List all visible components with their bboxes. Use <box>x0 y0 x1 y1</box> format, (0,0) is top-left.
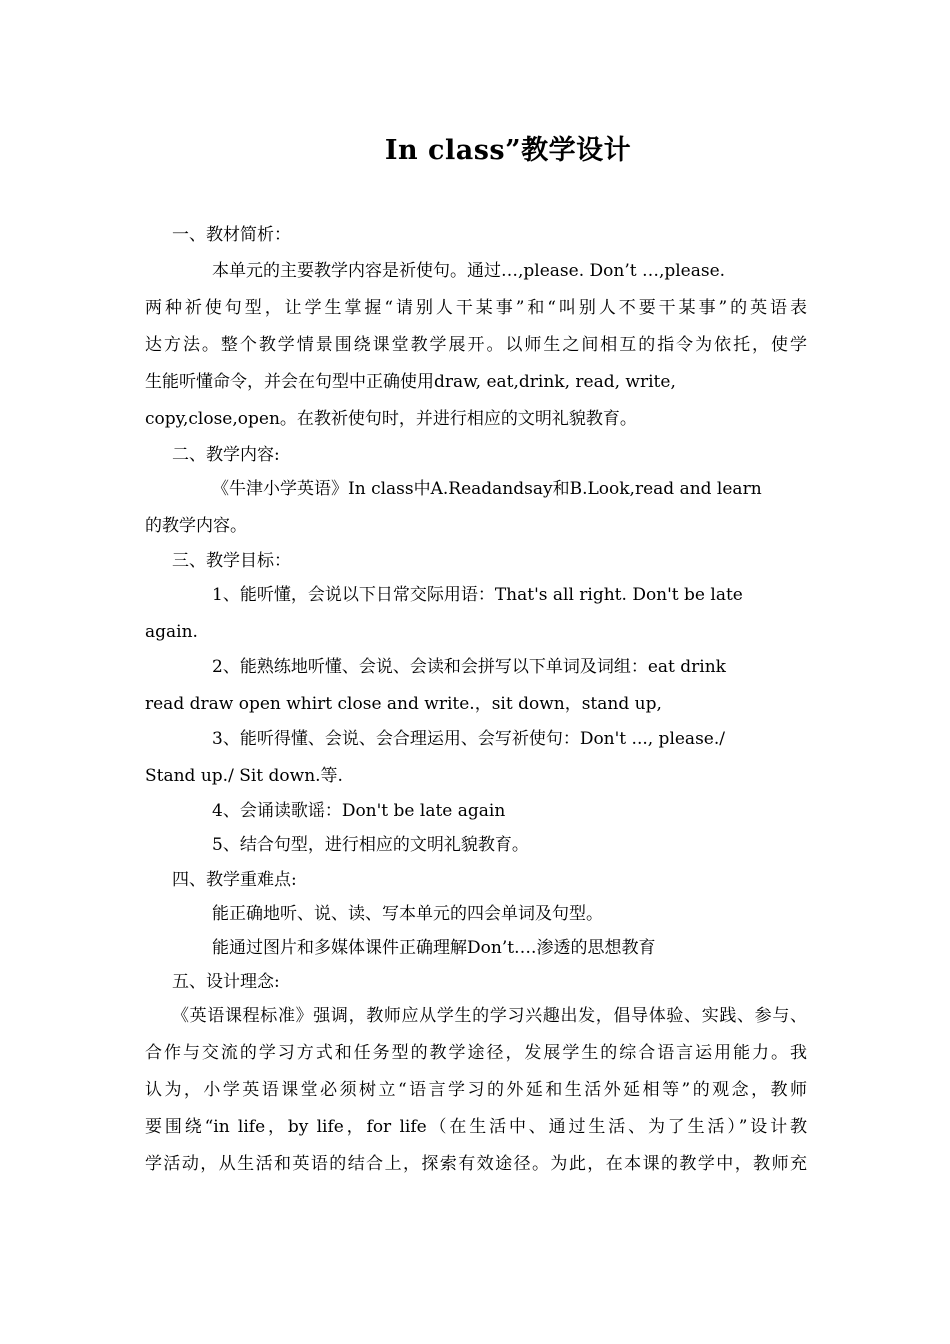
paragraph-line: 生能听懂命令，并会在句型中正确使用draw, eat,drink, read, write, <box>145 372 676 392</box>
objective-line: again. <box>145 622 198 642</box>
paragraph-line: 《牛津小学英语》In class中A.Readandsay和B.Look,read and learn <box>212 479 762 499</box>
key-point-line: 能正确地听、说、读、写本单元的四会单词及句型。 <box>212 904 603 924</box>
objective-line: 1、能听懂，会说以下日常交际用语：That's all right. Don't be late <box>212 585 743 605</box>
section-heading-materials: 一、教材简析： <box>172 225 291 245</box>
objective-line: 5、结合句型，进行相应的文明礼貌教育。 <box>212 835 529 855</box>
objective-line: read draw open whirt close and write.，sit down，stand up, <box>145 694 662 714</box>
section-heading-key-points: 四、教学重难点: <box>172 870 297 890</box>
section-heading-content: 二、教学内容: <box>172 445 280 465</box>
paragraph-line: 要围绕“in life，by life，for life（在生活中、通过生活、为了生活）”设计教 <box>145 1117 807 1137</box>
paragraph-line: 《英语课程标准》强调，教师应从学生的学习兴趣出发，倡导体验、实践、参与、 <box>172 1006 807 1026</box>
paragraph-line: 认为，小学英语课堂必须树立“语言学习的外延和生活外延相等”的观念，教师 <box>145 1080 807 1100</box>
paragraph-line: copy,close,open。在教祈使句时，并进行相应的文明礼貌教育。 <box>145 409 637 429</box>
paragraph-line: 学活动，从生活和英语的结合上，探索有效途径。为此，在本课的教学中，教师充 <box>145 1154 807 1174</box>
paragraph-line: 达方法。整个教学情景围绕课堂教学展开。以师生之间相互的指令为依托，使学 <box>145 335 807 355</box>
paragraph-line: 的教学内容。 <box>145 516 247 536</box>
document-title: In class”教学设计 <box>384 135 632 166</box>
section-heading-objectives: 三、教学目标： <box>172 551 291 571</box>
paragraph-line: 两种祈使句型，让学生掌握“请别人干某事”和“叫别人不要干某事”的英语表 <box>145 298 807 318</box>
objective-line: 2、能熟练地听懂、会说、会读和会拼写以下单词及词组：eat drink <box>212 657 726 677</box>
paragraph-line: 本单元的主要教学内容是祈使句。通过…,please. Don’t …,please. <box>212 261 726 281</box>
section-heading-design-concept: 五、设计理念: <box>172 972 280 992</box>
objective-line: 3、能听得懂、会说、会合理运用、会写祈使句：Don't ..., please./ <box>212 729 725 749</box>
key-point-line: 能通过图片和多媒体课件正确理解Don’t….渗透的思想教育 <box>212 938 656 958</box>
objective-line: Stand up./ Sit down.等. <box>145 766 343 786</box>
paragraph-line: 合作与交流的学习方式和任务型的教学途径，发展学生的综合语言运用能力。我 <box>145 1043 807 1063</box>
objective-line: 4、会诵读歌谣：Don't be late again <box>212 801 506 821</box>
